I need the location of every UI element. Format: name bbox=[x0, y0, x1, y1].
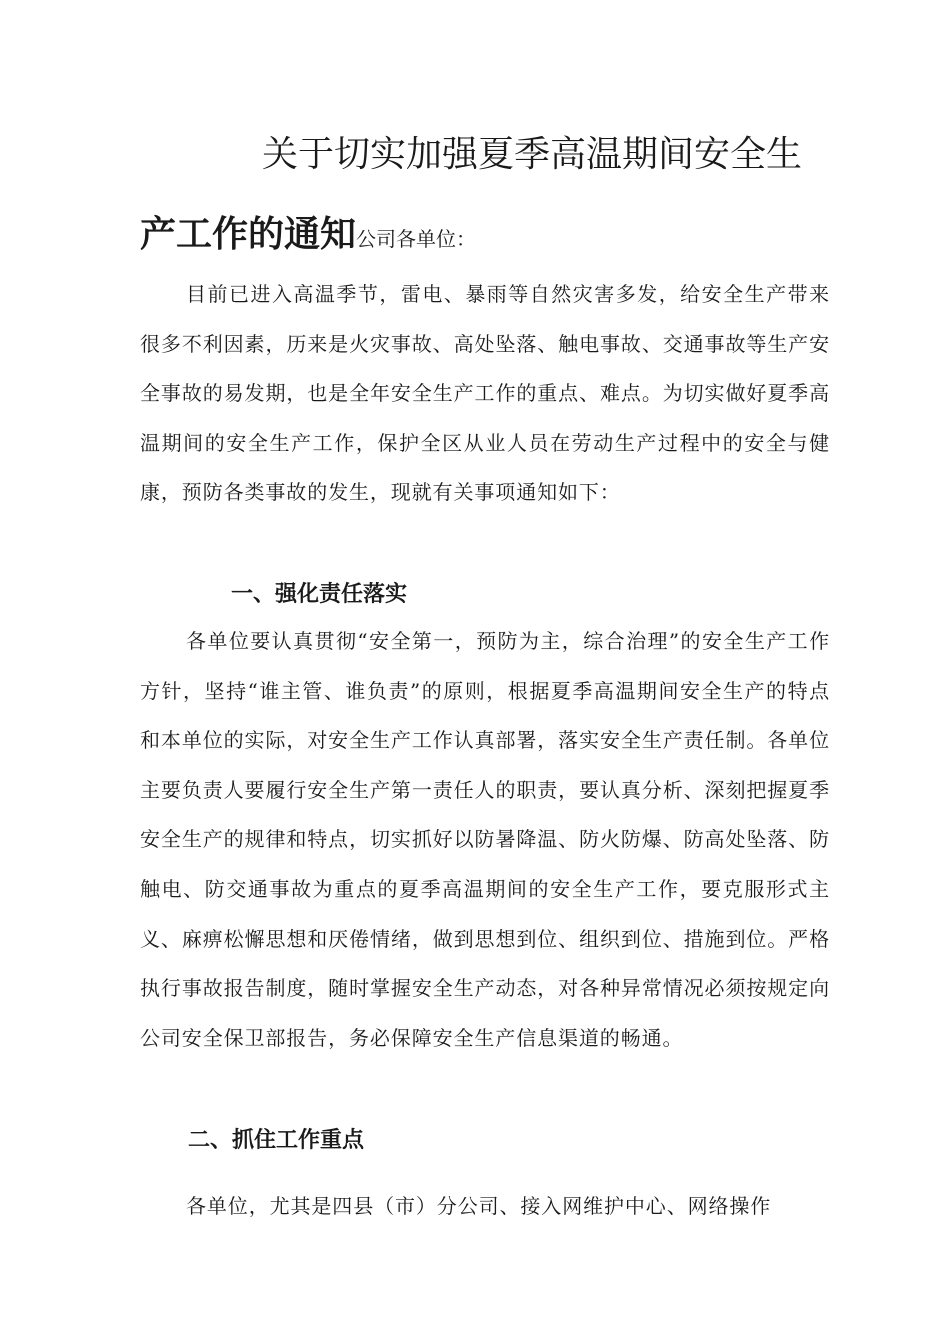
section-2-heading: 二、抓住工作重点 bbox=[188, 1128, 365, 1153]
salutation: 公司各单位： bbox=[356, 227, 477, 251]
document-title-continuation: 产工作的通知 bbox=[140, 214, 357, 255]
section-2-paragraph: 各单位，尤其是四县（市）分公司、接入网维护中心、网络操作 bbox=[186, 1194, 772, 1218]
intro-paragraph: 目前已进入高温季节，雷电、暴雨等自然灾害多发，给安全生产带来很多不利因素，历来是火灾事故、高处坠落、触电事故、交通事故等生产安全事故的易发期，也是全年安全生产工作的重点、难点。为切实做好夏季高温期间的安全生产工作，保护全区从业人员在劳动生产过程中的安全与健康，预防各类事故的发生，现就有关事项通知如下： bbox=[140, 282, 830, 505]
document-title-line-1: 关于切实加强夏季高温期间安全生 bbox=[262, 134, 803, 175]
document-title-line-2 bbox=[140, 210, 476, 264]
section-1-heading: 一、强化责任落实 bbox=[231, 582, 408, 607]
section-1-paragraph: 各单位要认真贯彻“安全第一，预防为主，综合治理”的安全生产工作方针，坚持“谁主管、谁负责”的原则，根据夏季高温期间安全生产的特点和本单位的实际，对安全生产工作认真部署，落实安全生产责任制。各单位主要负责人要履行安全生产第一责任人的职责，要认真分析、深刻把握夏季安全生产的规律和特点，切实抓好以防暑降温、防火防爆、防高处坠落、防触电、防交通事故为重点的夏季高温期间的安全生产工作，要克服形式主义、麻痹松懈思想和厌倦情绪，做到思想到位、组织到位、措施到位。严格执行事故报告制度，随时掌握安全生产动态，对各种异常情况必须按规定向公司安全保卫部报告，务必保障安全生产信息渠道的畅通。 bbox=[140, 629, 830, 1050]
